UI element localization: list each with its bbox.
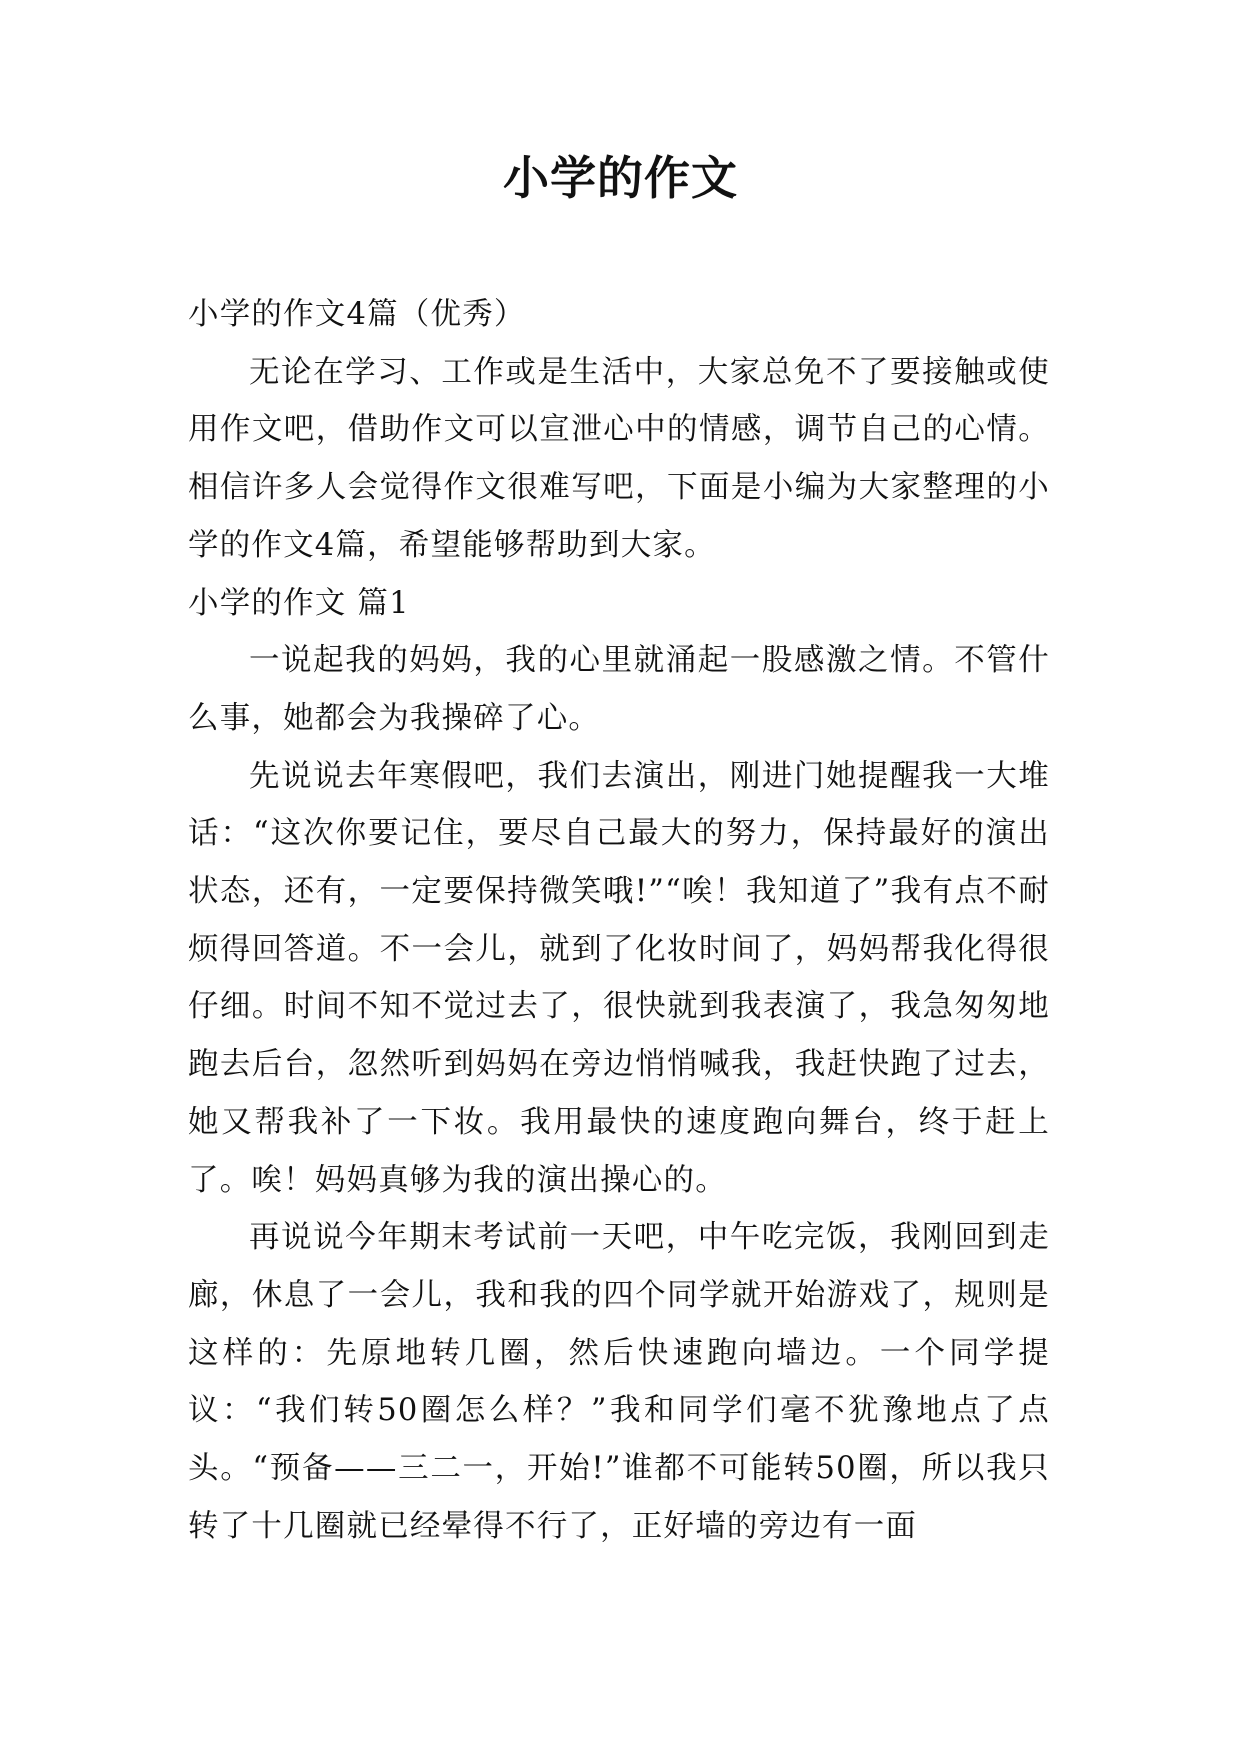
intro-paragraph: 无论在学习、工作或是生活中，大家总免不了要接触或使用作文吧，借助作文可以宣泄心中的情感，调节自己的心情。相信许多人会觉得作文很难写吧，下面是小编为大家整理的小学的作文4篇，希望能够帮助到大家。	[188, 354, 1050, 563]
document-subtitle: 小学的作文4篇（优秀）	[188, 297, 526, 332]
body-paragraph: 一说起我的妈妈，我的心里就涌起一股感激之情。不管什么事，她都会为我操碎了心。	[188, 643, 1050, 736]
document-title: 小学的作文	[503, 151, 738, 205]
document-body	[188, 286, 1050, 1555]
body-paragraph: 再说说今年期末考试前一天吧，中午吃完饭，我刚回到走廊，休息了一会儿，我和我的四个同学就开始游戏了，规则是这样的：先原地转几圈，然后快速跑向墙边。一个同学提议：“我们转50圈怎么样？”我和同学们毫不犹豫地点了点头。“预备——三二一，开始!”谁都不可能转50圈，所以我只转了十几圈就已经晕得不行了，正好墙的旁边有一面	[188, 1220, 1050, 1544]
body-paragraph: 先说说去年寒假吧，我们去演出，刚进门她提醒我一大堆话：“这次你要记住，要尽自己最大的努力，保持最好的演出状态，还有，一定要保持微笑哦!”“唉！我知道了”我有点不耐烦得回答道。不一会儿，就到了化妆时间了，妈妈帮我化得很仔细。时间不知不觉过去了，很快就到我表演了，我急匆匆地跑去后台，忽然听到妈妈在旁边悄悄喊我，我赶快跑了过去，她又帮我补了一下妆。我用最快的速度跑向舞台，终于赶上了。唉！妈妈真够为我的演出操心的。	[188, 758, 1050, 1198]
section-heading: 小学的作文 篇1	[188, 585, 410, 621]
